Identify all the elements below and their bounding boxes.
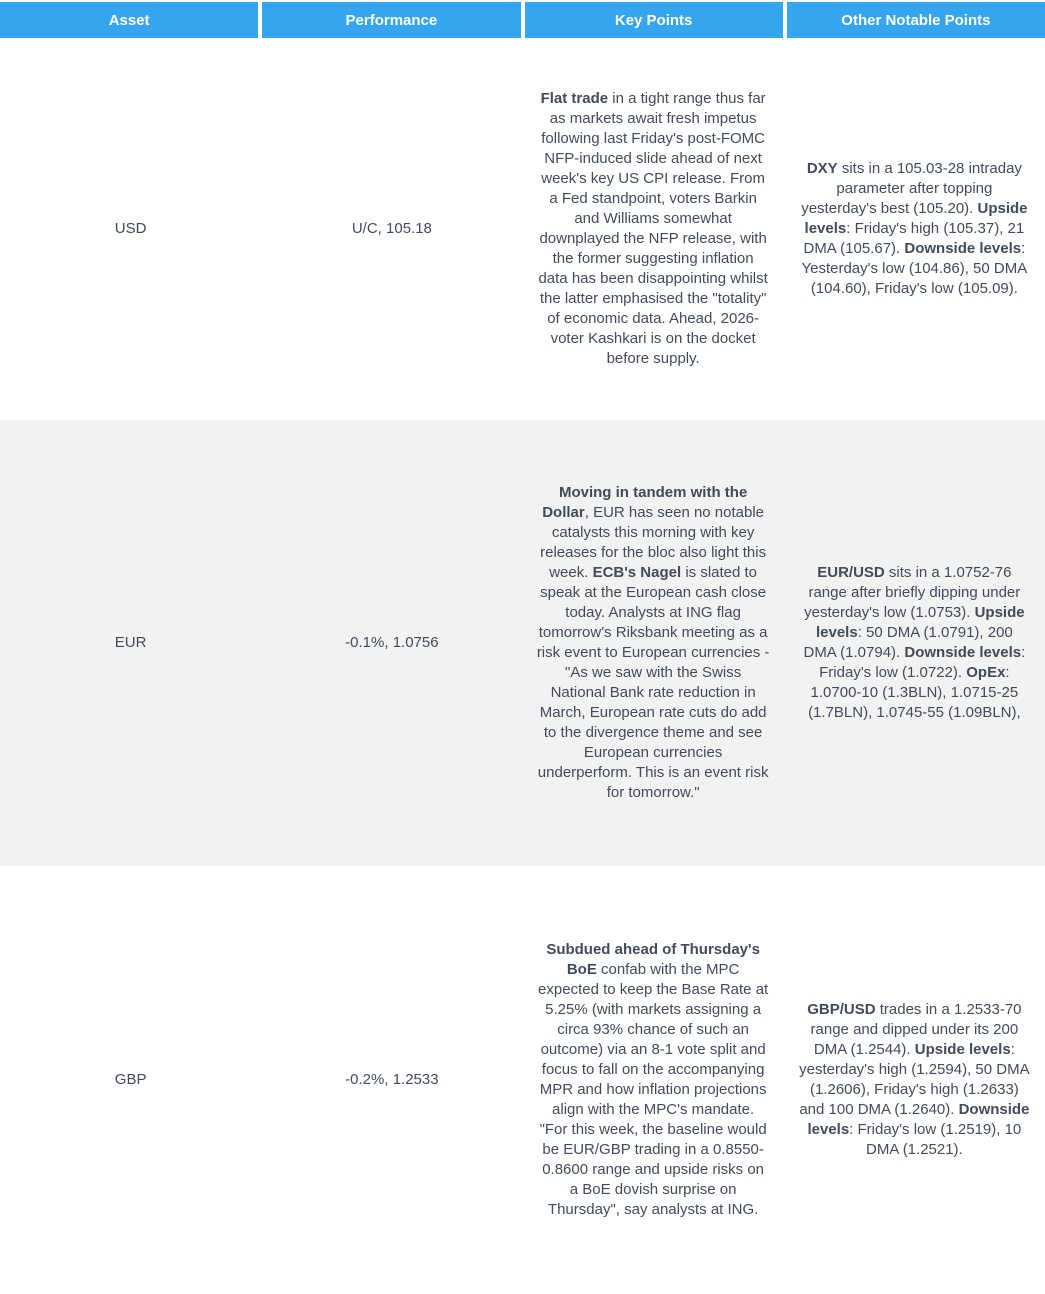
other-points-cell: DXY sits in a 105.03-28 intraday parameter after topping yesterday's best (105.20). Upside levels: Friday's high (105.37), 21 DMA (105.67). Downside levels: Yesterday's low (104.86), 50 DMA (104.60), Friday's low (105.09). bbox=[801, 160, 1028, 297]
table-header-row bbox=[0, 0, 1045, 38]
header-cell-other-notable-points: Other Notable Points bbox=[787, 2, 1045, 38]
asset-cell: USD bbox=[114, 220, 147, 237]
key-points-cell: Flat trade in a tight range thus far as markets await fresh impetus following last Friday's post-FOMC NFP-induced slide ahead of next week's key US CPI release. From a Fed standpoint, voters Barkin and Williams somewhat downplayed the NFP release, with the former suggesting inflation data has been disappointing whilst the latter emphasised the "totality" of economic data. Ahead, 2026-voter Kashkari is on the docket before supply. bbox=[538, 90, 768, 367]
performance-cell: -0.2%, 1.2533 bbox=[345, 1071, 439, 1088]
header-cell-performance: Performance bbox=[262, 2, 520, 38]
performance-cell: U/C, 105.18 bbox=[351, 220, 432, 237]
key-points-cell: Subdued ahead of Thursday's BoE confab with the MPC expected to keep the Base Rate at 5.25% (with markets assigning a circa 93% chance of such an outcome) via an 8-1 vote split and focus to fall on the accompanying MPR and how inflation projections align with the MPC's mandate. "For this week, the baseline would be EUR/GBP trading in a 0.8550-0.8600 range and upside risks on a BoE dovish surprise on Thursday", say analysts at ING. bbox=[538, 941, 769, 1218]
performance-cell: -0.1%, 1.0756 bbox=[345, 634, 439, 651]
table-row-eur bbox=[0, 420, 1045, 866]
key-points-cell: Moving in tandem with the Dollar, EUR has seen no notable catalysts this morning with key releases for the bloc also light this week. ECB's Nagel is slated to speak at the European cash close today. Analysts at ING flag tomorrow's Riksbank meeting as a risk event to European currencies - "As we saw with the Swiss National Bank rate reduction in March, European rate cuts do add to the divergence theme and see European currencies underperform. This is an event risk for tomorrow." bbox=[536, 484, 770, 801]
other-points-cell: EUR/USD sits in a 1.0752-76 range after briefly dipping under yesterday's low (1.0753). Upside levels: 50 DMA (1.0791), 200 DMA (1.0794). Downside levels: Friday's low (1.0722). OpEx: 1.0700-10 (1.3BLN), 1.0715-25 (1.7BLN), 1.0745-55 (1.09BLN), bbox=[803, 564, 1026, 721]
asset-cell: GBP bbox=[114, 1071, 147, 1088]
header-cell-key-points: Key Points bbox=[525, 2, 783, 38]
asset-cell: EUR bbox=[114, 634, 147, 651]
other-points-cell: GBP/USD trades in a 1.2533-70 range and dipped under its 200 DMA (1.2544). Upside levels: yesterday's high (1.2594), 50 DMA (1.2606), Friday's high (1.2633) and 100 DMA (1.2640). Downside levels: Friday's low (1.2519), 10 DMA (1.2521). bbox=[799, 1001, 1030, 1158]
table-row-usd bbox=[0, 38, 1045, 420]
table-row-gbp bbox=[0, 866, 1045, 1294]
header-cell-asset: Asset bbox=[0, 2, 258, 38]
